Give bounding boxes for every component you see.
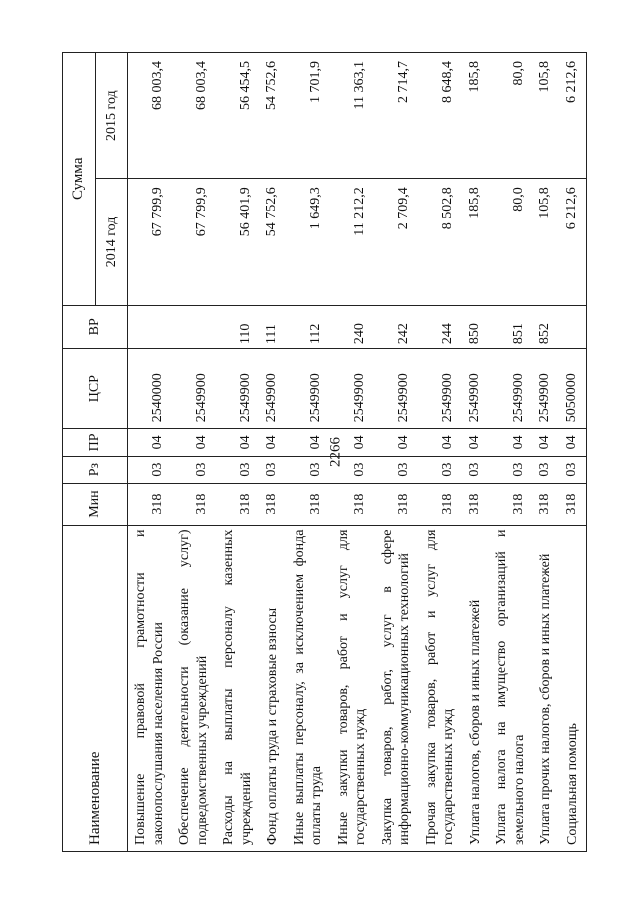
- row-rz: 03: [560, 456, 587, 483]
- row-amount-2014: 1 649,3: [287, 179, 331, 305]
- row-pr: 04: [216, 429, 260, 456]
- row-amount-2014: 105,8: [533, 179, 560, 305]
- row-min: 318: [489, 483, 533, 525]
- row-vr: 851: [489, 305, 533, 349]
- row-amount-2014: 11 212,2: [331, 179, 375, 305]
- row-pr: 04: [533, 429, 560, 456]
- row-amount-2015: 2 714,7: [375, 53, 419, 179]
- row-min: 318: [128, 483, 173, 525]
- table-row: [489, 53, 533, 852]
- row-amount-2015: 80,0: [489, 53, 533, 179]
- row-vr: 110: [216, 305, 260, 349]
- row-amount-2015: 6 212,6: [560, 53, 587, 179]
- row-amount-2014: 2 709,4: [375, 179, 419, 305]
- row-min: 318: [172, 483, 216, 525]
- row-vr: [172, 305, 216, 349]
- row-name: Обеспечение деятельности (оказание услуг) подведомственных учреждений: [172, 525, 216, 851]
- header-year-2014: 2014 год: [95, 179, 128, 305]
- row-rz: 03: [419, 456, 463, 483]
- budget-table-container: [62, 52, 640, 852]
- row-csr: 2549900: [375, 349, 419, 429]
- row-amount-2014: 67 799,9: [172, 179, 216, 305]
- row-amount-2015: 1 701,9: [287, 53, 331, 179]
- row-pr: 04: [375, 429, 419, 456]
- row-amount-2015: 185,8: [463, 53, 490, 179]
- table-row: [463, 53, 490, 852]
- table-row: [419, 53, 463, 852]
- table-row: [260, 53, 287, 852]
- row-name: Повышение правовой грамотности и законопослушания населения России: [128, 525, 173, 851]
- row-rz: 03: [216, 456, 260, 483]
- row-vr: 244: [419, 305, 463, 349]
- row-rz: 03: [463, 456, 490, 483]
- row-amount-2015: 105,8: [533, 53, 560, 179]
- table-row: [128, 53, 173, 852]
- row-rz: 03: [533, 456, 560, 483]
- row-vr: [560, 305, 587, 349]
- header-year-2015: 2015 год: [95, 53, 128, 179]
- row-min: 318: [533, 483, 560, 525]
- page-number: 2266: [327, 437, 344, 467]
- table-body: [128, 53, 587, 852]
- table-row: [533, 53, 560, 852]
- row-name: Прочая закупка товаров, работ и услуг для государственных нужд: [419, 525, 463, 851]
- row-min: 318: [287, 483, 331, 525]
- row-name: Фонд оплаты труда и страховые взносы: [260, 525, 287, 851]
- header-row: [63, 53, 96, 852]
- table-row: [375, 53, 419, 852]
- row-vr: 111: [260, 305, 287, 349]
- row-csr: 5050000: [560, 349, 587, 429]
- row-pr: 04: [128, 429, 173, 456]
- row-name: Социальная помощь: [560, 525, 587, 851]
- header-sum: Сумма: [63, 53, 96, 306]
- row-pr: 04: [489, 429, 533, 456]
- table-row: [331, 53, 375, 852]
- header-csr: ЦСР: [63, 349, 128, 429]
- row-name: Расходы на выплаты персоналу казенных учреждений: [216, 525, 260, 851]
- row-name: Уплата прочих налогов, сборов и иных платежей: [533, 525, 560, 851]
- row-rz: 03: [489, 456, 533, 483]
- row-min: 318: [216, 483, 260, 525]
- row-vr: 850: [463, 305, 490, 349]
- row-name: Иные закупки товаров, работ и услуг для государственных нужд: [331, 525, 375, 851]
- row-name: Закупка товаров, работ, услуг в сфере информационно-коммуникационных технологий: [375, 525, 419, 851]
- row-amount-2015: 56 454,5: [216, 53, 260, 179]
- row-min: 318: [419, 483, 463, 525]
- table-row: [216, 53, 260, 852]
- row-pr: 04: [260, 429, 287, 456]
- row-rz: 03: [287, 456, 331, 483]
- row-pr: 04: [331, 429, 375, 456]
- row-vr: 240: [331, 305, 375, 349]
- table-row: [287, 53, 331, 852]
- row-csr: 2549900: [533, 349, 560, 429]
- row-pr: 04: [287, 429, 331, 456]
- row-rz: 03: [260, 456, 287, 483]
- row-amount-2014: 6 212,6: [560, 179, 587, 305]
- row-amount-2015: 68 003,4: [128, 53, 173, 179]
- table-row: [172, 53, 216, 852]
- row-min: 318: [463, 483, 490, 525]
- row-csr: 2549900: [172, 349, 216, 429]
- row-csr: 2540000: [128, 349, 173, 429]
- row-pr: 04: [463, 429, 490, 456]
- row-vr: [128, 305, 173, 349]
- row-amount-2014: 56 401,9: [216, 179, 260, 305]
- row-pr: 04: [560, 429, 587, 456]
- row-csr: 2549900: [331, 349, 375, 429]
- row-name: Уплата налогов, сборов и иных платежей: [463, 525, 490, 851]
- row-name: Уплата налога на имущество организаций и земельного налога: [489, 525, 533, 851]
- header-name: Наименование: [63, 525, 128, 851]
- row-csr: 2549900: [463, 349, 490, 429]
- row-pr: 04: [419, 429, 463, 456]
- row-vr: 112: [287, 305, 331, 349]
- row-rz: 03: [375, 456, 419, 483]
- header-vr: ВР: [63, 305, 128, 349]
- row-min: 318: [375, 483, 419, 525]
- row-amount-2014: 54 752,6: [260, 179, 287, 305]
- row-min: 318: [260, 483, 287, 525]
- row-amount-2015: 54 752,6: [260, 53, 287, 179]
- row-csr: 2549900: [419, 349, 463, 429]
- row-amount-2014: 8 502,8: [419, 179, 463, 305]
- row-amount-2014: 67 799,9: [128, 179, 173, 305]
- row-amount-2015: 8 648,4: [419, 53, 463, 179]
- row-csr: 2549900: [489, 349, 533, 429]
- row-pr: 04: [172, 429, 216, 456]
- header-rz: Рз: [63, 456, 128, 483]
- row-min: 318: [560, 483, 587, 525]
- row-csr: 2549900: [287, 349, 331, 429]
- row-csr: 2549900: [260, 349, 287, 429]
- row-rz: 03: [128, 456, 173, 483]
- row-rz: 03: [172, 456, 216, 483]
- row-amount-2014: 185,8: [463, 179, 490, 305]
- row-amount-2015: 68 003,4: [172, 53, 216, 179]
- header-min: Мин: [63, 483, 128, 525]
- row-min: 318: [331, 483, 375, 525]
- row-vr: 852: [533, 305, 560, 349]
- row-vr: 242: [375, 305, 419, 349]
- row-amount-2015: 11 363,1: [331, 53, 375, 179]
- row-rz: 03: [331, 456, 375, 483]
- row-amount-2014: 80,0: [489, 179, 533, 305]
- row-name: Иные выплаты персоналу, за исключением фонда оплаты труда: [287, 525, 331, 851]
- budget-table: [62, 52, 587, 852]
- header-pr: ПР: [63, 429, 128, 456]
- table-row: [560, 53, 587, 852]
- row-csr: 2549900: [216, 349, 260, 429]
